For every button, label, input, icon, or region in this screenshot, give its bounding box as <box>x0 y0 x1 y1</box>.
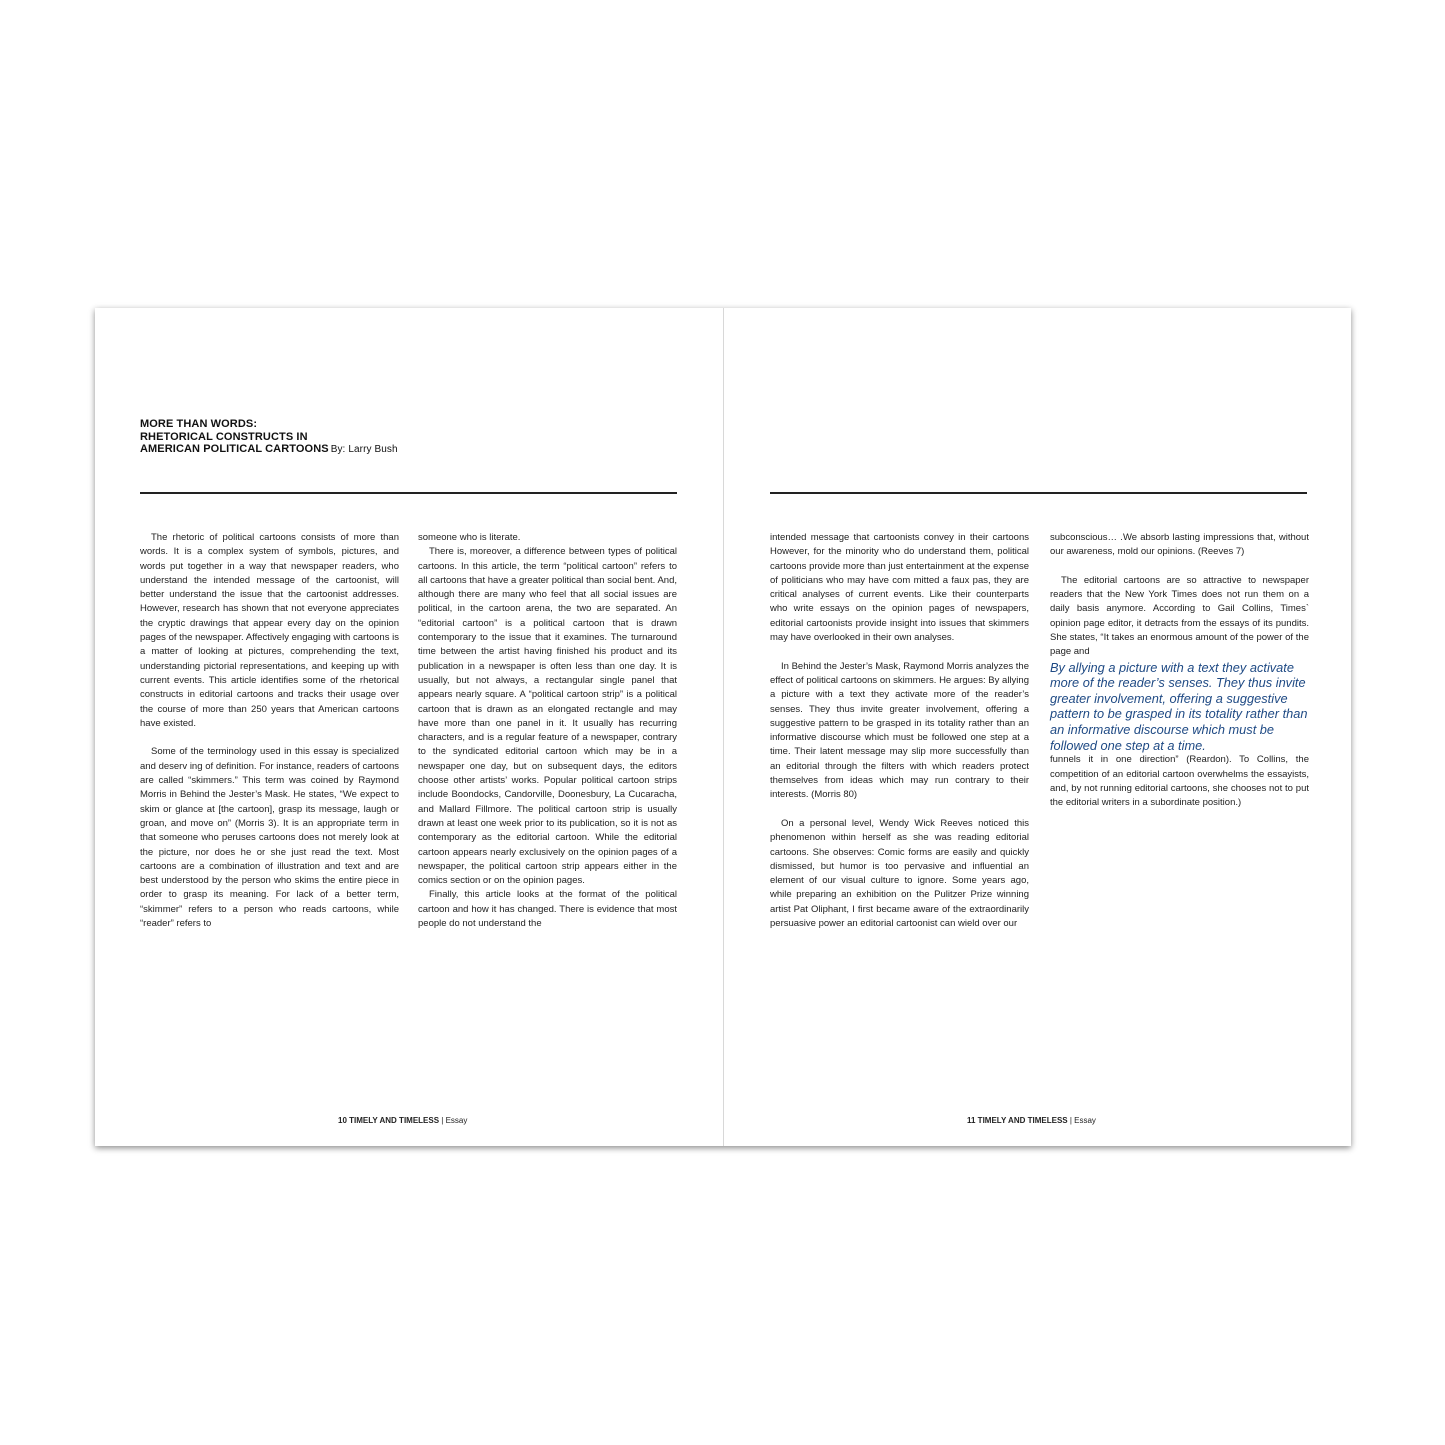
magazine-spread <box>95 308 1351 1146</box>
left-column-2 <box>418 531 677 931</box>
page-footer-left <box>338 1116 467 1125</box>
footer-page-label: 11 TIMELY AND TIMELESS <box>967 1116 1068 1125</box>
footer-page-label: 10 TIMELY AND TIMELESS <box>338 1116 440 1125</box>
paragraph: On a personal level, Wendy Wick Reeves noticed this phenomenon within herself as she was reading editorial cartoons. She observes: Comic forms are easily and quickly dismissed, but humor is too pervasive and influential an element of our visual culture to ignore. Some years ago, while preparing an exhibition on the Pulitzer Prize winning artist Pat Oliphant, I first became aware of the extraordinarily persuasive power an editorial cartoonist can wield over our <box>770 817 1029 930</box>
title-line-1: MORE THAN WORDS: <box>140 418 258 430</box>
title-line-2: RHETORICAL CONSTRUCTS IN <box>140 430 308 443</box>
paragraph: The editorial cartoons are so attractive to newspaper readers that the New York Times does not run them on a daily basis anymore. According to Gail Collins, Times` opinion page editor, it detracts from the essays of its pundits. She states, “It takes an enormous amount of the power of the page and <box>1050 574 1309 658</box>
paragraph: There is, moreover, a difference between types of political cartoons. In this article, the term “political cartoon” refers to all cartoons that have a greater political than social bent. And, although there are many who feel that all social issues are political, in the cartoon arena, the two are separated. An “editorial cartoon” is a political cartoon that is drawn contemporary to the issue that it examines. The turnaround time between the artist having finished his product and its publication in a newspaper is often less than one day. It is usually, but not always, a rectangular single panel that appears nearly square. A “political cartoon strip” is a political cartoon that is drawn as an elongated rectangle and may have more than one panel in it. It usually has recurring characters, and is a regular feature of a newspaper, contrary to the syndicated editorial cartoon which may be in a newspaper one day, but on subsequent days, the editors choose other artists’ works. Popular political cartoon strips include Boondocks, Candorville, Doonesbury, La Cucaracha, and Mallard Fillmore. The political cartoon strip is usually drawn at least one week prior to its publication, so it is not as contemporary as the editorial cartoon. While the editorial cartoon appears nearly exclusively on the opinion pages of a newspaper, the political cartoon strip appears either in the comics section or on the opinion pages. <box>418 546 677 887</box>
paragraph: Finally, this article looks at the format of the political cartoon and how it has changed. There is evidence that most people do not understand the <box>418 889 677 930</box>
right-column-1 <box>770 531 1029 931</box>
footer-section: | Essay <box>1067 1116 1096 1125</box>
paragraph: someone who is literate. <box>418 532 521 543</box>
right-page <box>724 308 1352 1146</box>
paragraph: funnels it in one direction” (Reardon). To Collins, the competition of an editorial cartoon overwhelms the essayists, and, by not running editorial cartoons, she chooses not to put the editorial writers in a subordinate position.) <box>1050 754 1309 809</box>
title-rule <box>140 492 677 494</box>
left-page <box>95 308 723 1146</box>
paragraph: intended message that cartoonists convey in their cartoons However, for the minority who do understand them, political cartoons provide more than just entertainment at the expense of politicians who may have com mitted a faux pas, they are critical analyses of current events. Like their counterparts who write essays on the opinion pages of newspapers, editorial cartoonists provide insight into issues that skimmers may have overlooked in their own analyses. <box>770 532 1029 644</box>
right-column-2 <box>1050 531 1309 810</box>
page-footer-right <box>967 1116 1096 1125</box>
title-line-3: AMERICAN POLITICAL CARTOONS <box>140 443 329 455</box>
byline: By: Larry Bush <box>330 444 398 455</box>
left-column-1 <box>140 531 399 931</box>
footer-section: | Essay <box>439 1116 468 1125</box>
title-rule <box>770 492 1307 494</box>
paragraph: In Behind the Jester’s Mask, Raymond Morris analyzes the effect of political cartoons on skimmers. He argues: By allying a picture with a text they activate more of the reader’s senses. They thus invite greater involvement, offering a suggestive pattern to be grasped in its totality rather than an informative discourse which must be followed one step at a time. Their latent message may slip more successfully than an editorial through the filters with which readers protect themselves from ideas which may run contrary to their interests. (Morris 80) <box>770 660 1029 801</box>
paragraph: The rhetoric of political cartoons consists of more than words. It is a complex system of symbols, pictures, and words put together in a way that newspaper readers, who understand the intended message of the cartoonist, will better understand the issue that the cartoonist addresses. However, research has shown that not everyone appreciates the cryptic drawings that appear every day on the opinion pages of the newspaper. Affectively engaging with cartoons is a matter of looking at pictures, comprehending the text, understanding pictorial representations, and keeping up with current events. This article identifies some of the rhetorical constructs in editorial cartoons and tracks their usage over the course of more than 250 years that American cartoons have existed. <box>140 532 399 729</box>
paragraph: subconscious… .We absorb lasting impressions that, without our awareness, mold our opinions. (Reeves 7) <box>1050 532 1309 558</box>
article-title <box>140 418 398 457</box>
paragraph: Some of the terminology used in this essay is specialized and deserv ing of definition. For instance, readers of cartoons are called “skimmers.” This term was coined by Raymond Morris in Behind the Jester’s Mask. He states, “We expect to skim or glance at [the cartoon], grasp its message, laugh or groan, and move on” (Morris 3). It is an appropriate term in that someone who peruses cartoons does not merely look at the picture, nor does he or she just read the text. Most cartoons are a combination of illustration and text and are best understood by the person who skims the entire piece in order to grasp its meaning. For lack of a better term, “skimmer” refers to a person who reads cartoons, while “reader” refers to <box>140 746 399 930</box>
pull-quote: By allying a picture with a text they activate more of the reader’s senses. They thus invite greater involvement, offering a suggestive pattern to be grasped in its totality rather than an informative discourse which must be followed one step at a time. <box>1050 659 1308 753</box>
